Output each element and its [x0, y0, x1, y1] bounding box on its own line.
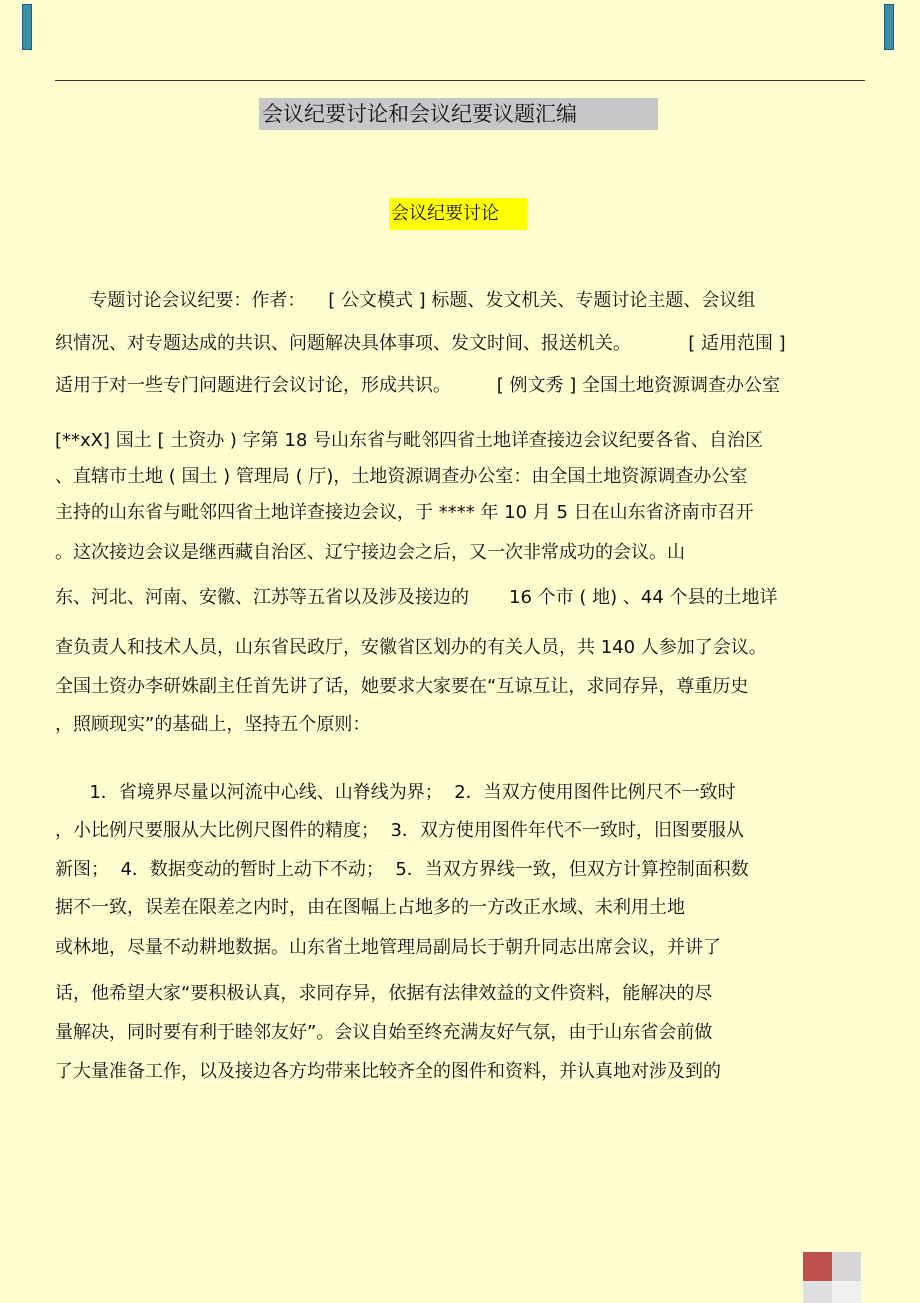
- paragraph-line: 新图； 4．数据变动的暂时上动下不动； 5．当双方界线一致，但双方计算控制面积数: [55, 859, 749, 880]
- paragraph-line: 东、河北、河南、安徽、江苏等五省以及涉及接边的 16 个市 ( 地) 、44 个县的土地详: [55, 587, 778, 608]
- paragraph-line: 查负责人和技术人员，山东省民政厅，安徽省区划办的有关人员，共 140 人参加了会议。: [55, 637, 767, 658]
- paragraph-line: 或林地，尽量不动耕地数据。山东省土地管理局副局长于朝升同志出席会议，并讲了: [55, 937, 721, 958]
- paragraph-line: 1．省境界尽量以河流中心线、山脊线为界； 2．当双方使用图件比例尺不一致时: [55, 782, 736, 803]
- paragraph-line: [**xX] 国土 [ 土资办 ) 字第 18 号山东省与毗邻四省土地详查接边会议纪要各省、自治区: [55, 430, 764, 451]
- paragraph-line: 据不一致，误差在限差之内时，由在图幅上占地多的一方改正水域、未利用土地: [55, 897, 685, 918]
- page-corner-block: [803, 1281, 832, 1303]
- paragraph-line: 适用于对一些专门问题进行会议讨论，形成共识。 [ 例文秀 ] 全国土地资源调查办公室: [55, 375, 780, 396]
- section-title: 会议纪要讨论: [389, 198, 527, 230]
- corner-accent-left: [22, 4, 32, 50]
- paragraph-line: ，小比例尺要服从大比例尺图件的精度； 3．双方使用图件年代不一致时，旧图要服从: [55, 820, 744, 841]
- paragraph-line: 专题讨论会议纪要：作者： [ 公文模式 ] 标题、发文机关、专题讨论主题、会议组: [55, 290, 756, 311]
- paragraph-line: 话，他希望大家“要积极认真，求同存异，依据有法律效益的文件资料，能解决的尽: [55, 983, 713, 1004]
- page-corner-block: [832, 1252, 861, 1281]
- page-corner-block: [803, 1252, 832, 1281]
- paragraph-line: 量解决，同时要有利于睦邻友好”。会议自始至终充满友好气氛，由于山东省会前做: [55, 1022, 713, 1043]
- paragraph-line: 了大量准备工作，以及接边各方均带来比较齐全的图件和资料，并认真地对涉及到的: [55, 1061, 721, 1082]
- corner-accent-right: [884, 4, 894, 50]
- paragraph-line: 全国土资办李研姝副主任首先讲了话，她要求大家要在“互谅互让，求同存异，尊重历史: [55, 676, 749, 697]
- document-title: 会议纪要讨论和会议纪要议题汇编: [259, 98, 658, 130]
- paragraph-line: 织情况、对专题达成的共识、问题解决具体事项、发文时间、报送机关。 [ 适用范围 ]: [55, 333, 786, 354]
- header-rule: [55, 80, 865, 81]
- page-corner-block: [832, 1281, 861, 1303]
- paragraph-line: 。这次接边会议是继西藏自治区、辽宁接边会之后，又一次非常成功的会议。山: [55, 542, 685, 563]
- paragraph-line: 、直辖市土地 ( 国土 ) 管理局 ( 厅)，土地资源调查办公室：由全国土地资源调查办公室: [55, 466, 748, 487]
- paragraph-line: 主持的山东省与毗邻四省土地详查接边会议，于 **** 年 10 月 5 日在山东省济南市召开: [55, 502, 754, 523]
- paragraph-line: ，照顾现实”的基础上，坚持五个原则：: [55, 714, 371, 735]
